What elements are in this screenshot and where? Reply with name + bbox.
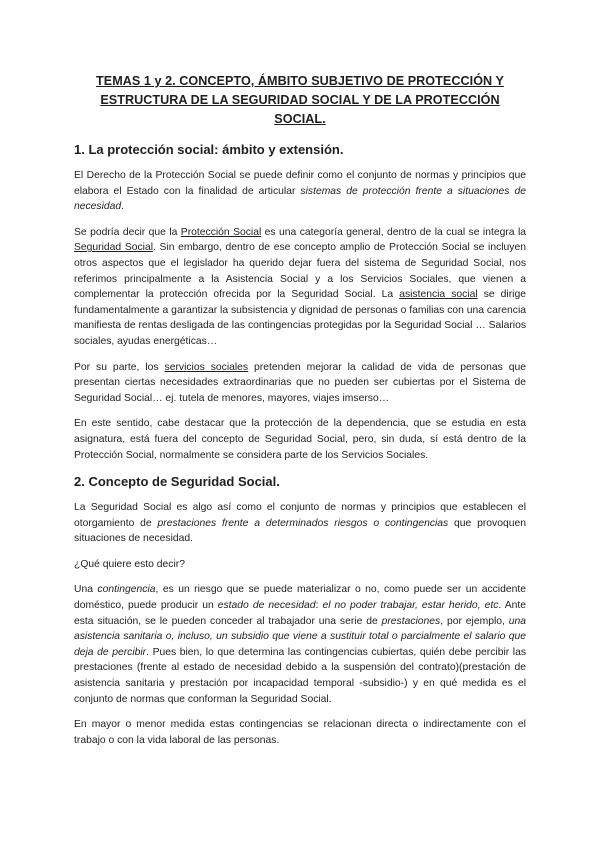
section-2-paragraph-4: En mayor o menor medida estas contingencias se relacionan directa o indirectamente con el trabajo o con la vida laboral de las personas.: [74, 719, 526, 746]
section-1-paragraph-4: En este sentido, cabe destacar que la protección de la dependencia, que se estudia en esta asignatura, está fuera del concepto de Seguridad Social, pero, sin duda, sí está dentro de la Protección Social, normalmente se considera parte de los Servicios Sociales.: [74, 418, 526, 461]
section-2-question: ¿Qué quiere esto decir?: [74, 558, 185, 570]
section-1-paragraph-2: Se podría decir que la Protección Social es una categoría general, dentro de la cual se integra la Seguridad Social. Sin embargo, dentro de ese concepto amplio de Protección Social se incluyen otros aspectos que el legislador ha querido dejar fuera del sistema de Seguridad Social, nos referimos principalmente a la Asistencia Social y a los Servicios Sociales, que vienen a complementar la protección ofrecida por la Seguridad Social. La asistencia social se dirige fundamentalmente a garantizar la subsistencia y dignidad de personas o familias con una carencia manifiesta de rentas desligada de las contingencias protegidas por la Seguridad Social … Salarios sociales, ayudas energéticas…: [74, 226, 526, 347]
document-title: [74, 72, 526, 129]
title-line-2: ESTRUCTURA DE LA SEGURIDAD SOCIAL Y DE LA PROTECCIÓN SOCIAL.: [100, 93, 500, 126]
section-2-heading: 2. Concepto de Seguridad Social.: [74, 474, 280, 490]
section-1-paragraph-3: Por su parte, los servicios sociales pretenden mejorar la calidad de vida de personas que presentan ciertas necesidades extraordinarias que no pueden ser cubiertas por el Sistema de Seguridad Social… ej. tutela de menores, mayores, viajes imserso…: [74, 361, 526, 404]
section-2-paragraph-1: La Seguridad Social es algo así como el conjunto de normas y principios que establecen el otorgamiento de prestaciones frente a determinados riesgos o contingencias que provoquen situaciones de necesidad.: [74, 502, 526, 545]
term-asistencia-social: asistencia social: [399, 289, 478, 301]
section-1-paragraph-1: El Derecho de la Protección Social se puede definir como el conjunto de normas y principios que elabora el Estado con la finalidad de articular sistemas de protección frente a situaciones de necesidad.: [74, 170, 526, 213]
section-1-heading: 1. La protección social: ámbito y extensión.: [74, 142, 344, 157]
title-line-1: TEMAS 1 y 2. CONCEPTO, ÁMBITO SUBJETIVO DE PROTECCIÓN Y: [96, 74, 504, 88]
section-2-paragraph-3: Una contingencia, es un riesgo que se puede materializar o no, como puede ser un accidente doméstico, puede producir un estado de necesidad: el no poder trabajar, estar herido, etc. Ante esta situación, se le pueden conceder al trabajador una serie de prestaciones, por ejemplo, una asistencia sanitaria o, incluso, un subsidio que viene a sustituir total o parcialmente el salario que deja de percibir. Pues bien, lo que determina las contingencias cubiertas, quién debe percibir las prestaciones (frente al estado de necesidad debido a la suspensión del contrato)(prestación de asistencia sanitaria y prestación por incapacidad temporal -subsidio-) y en qué medida es el conjunto de normas que conforman la Seguridad Social.: [74, 584, 527, 705]
term-proteccion-social: Protección Social: [180, 226, 262, 238]
term-servicios-sociales: servicios sociales: [164, 361, 249, 373]
term-seguridad-social: Seguridad Social: [74, 242, 154, 254]
